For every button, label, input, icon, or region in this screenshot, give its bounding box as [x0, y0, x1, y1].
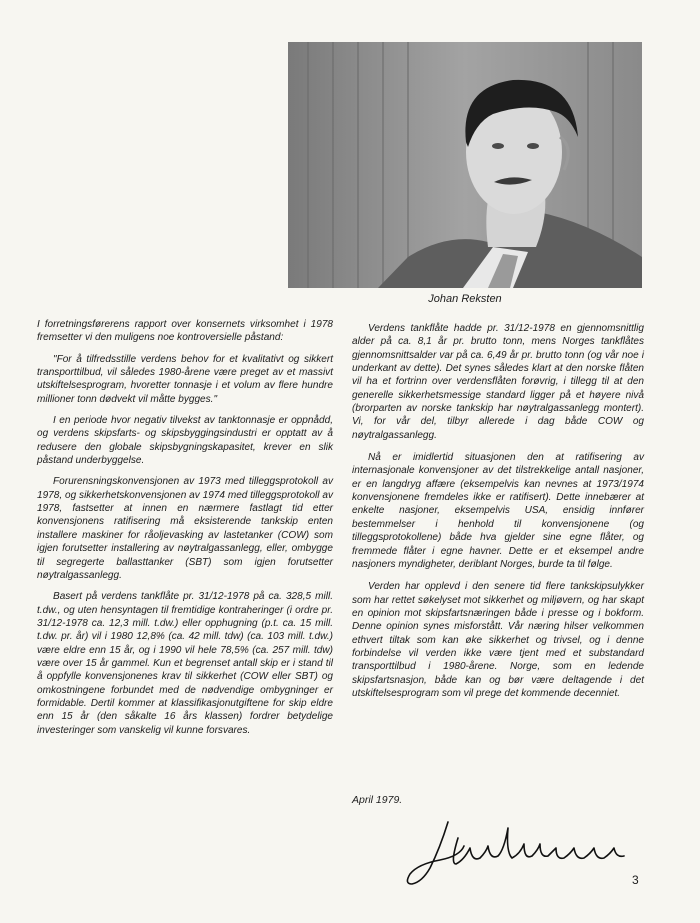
- right-column: [352, 322, 644, 709]
- paragraph: Nå er imidlertid situasjonen den at ratifisering av internasjonale konvensjoner av det tilstrekkelige antall nasjoner, er en langdryg affære (eksempelvis kan nevnes at 1973/1974 konvensjonene fremdeles ikke er ratifisert). Dette innebærer at enkelte nasjoner, eksempelvis USA, ensidig innfører bestemmelser i henhold til konvensjonene (og tilleggsprotokollene) både hva gjelder sine egne flåter, og fremmede flåter i egne havner. Dette er et eksempel andre nasjoners myndigheter, deriblant Norges, burde ta til følge.: [352, 452, 644, 570]
- page-number: 3: [632, 873, 639, 887]
- letter-date: April 1979.: [352, 794, 403, 806]
- paragraph: Basert på verdens tankflåte pr. 31/12-1978 på ca. 328,5 mill. t.dw., og uten hensyntagen til fremtidige kontraheringer (i ordre pr. 31/12-1978 ca. 12,3 mill. t.dw.) eller opphugning (p.t. ca. 15 mill. t.dw. pr. år) vil i 1980 12,8% (ca. 42 mill. tdw) (ca. 103 mill. t.dw.) være eldre enn 15 år, og i 1990 vil hele 78,5% (ca. 257 mill. tdw) være over 15 år gammel. Kun et begrenset antall skip er i stand til å oppfylle konvensjonenes krav til sikkerhet (COW eller SBT) og omkostningene forbundet med de nødvendige ombygninger er formidable. Dertil kommer at klassifikasjonutgiftene for skip eldre enn 15 år (den såkalte 16 års klassen) fordrer betydelige investeringer som vanskelig vil kunne forsvares.: [37, 591, 333, 736]
- paragraph: Verdens tankflåte hadde pr. 31/12-1978 en gjennomsnittlig alder på ca. 8,1 år pr. brutto tonn, mens Norges tankflåtes gjennomsnittsalder var på ca. 6,49 år pr. brutto tonn (og vår noe i underkant av dette). Det synes således klart at den norske flåten vil ha et fortrinn over verdensflåten forøvrig, i tillegg til at den generelle sikkerhetsmessige standard ligger på et høyere nivå (brorparten av norske tankskip har nøytralgassanlegg montert). Vi, for vår del, tilbyr allerede i dag både COW og nøytralgassanlegg.: [352, 323, 644, 441]
- photo-caption: Johan Reksten: [428, 293, 502, 305]
- handwritten-signature-icon: [400, 808, 640, 890]
- left-column: [37, 318, 333, 745]
- paragraph: I en periode hvor negativ tilvekst av tanktonnasje er oppnådd, og verdens skipsfarts- og skipsbyggingsindustri er opptatt av å redusere den globale skipsbygningskapasitet, krever en slik påstand underbyggelse.: [37, 415, 333, 467]
- portrait-photo-icon: [288, 42, 642, 288]
- paragraph: I forretningsførerens rapport over konsernets virksomhet i 1978 fremsetter vi den muligens noe kontroversielle påstand:: [37, 319, 333, 344]
- portrait-photo: [288, 42, 642, 288]
- paragraph: Verden har opplevd i den senere tid flere tankskipsulykker som har rettet søkelyset mot sikkerhet og miljøvern, og har skapt en opinion mot skipsfartsnæringen både i presse og i bokform. Denne opinion synes misforstått. Vår næring hilser velkommen ethvert tiltak som kan øke sikkerhet og trivsel, og i denne forbindelse vil verden ikke være tjent med et substandard transporttilbud i 1980-årene. Norge, som en ledende skipsfartsnasjon, både kan og bør være deltagende i det utskiftelsesprogram som vil prege det kommende decenniet.: [352, 581, 644, 699]
- paragraph: Forurensningskonvensjonen av 1973 med tilleggsprotokoll av 1978, og sikkerhetskonvensjonen av 1974 med tilleggsprotokoll av 1978, fastsetter at innen en nærmere fastlagt tid etter konvensjonens ratifisering må eksisterende tankskip enten installere maskiner for råoljevasking av lastetanker (COW) som igjen forutsetter installering av nøytralgassanlegg, eller, ombygge til segregerte ballasttanker (SBT) som igjen forutsetter nøytralgassanlegg.: [37, 476, 333, 581]
- paragraph: "For å tilfredsstille verdens behov for et kvalitativt og sikkert transporttilbud, vil således 1980-årene være preget av et massivt utskiftelsesprogram, hvoretter tonnasje i et volum av flere hundre millioner tonn dødvekt vil måtte bygges.": [37, 353, 333, 405]
